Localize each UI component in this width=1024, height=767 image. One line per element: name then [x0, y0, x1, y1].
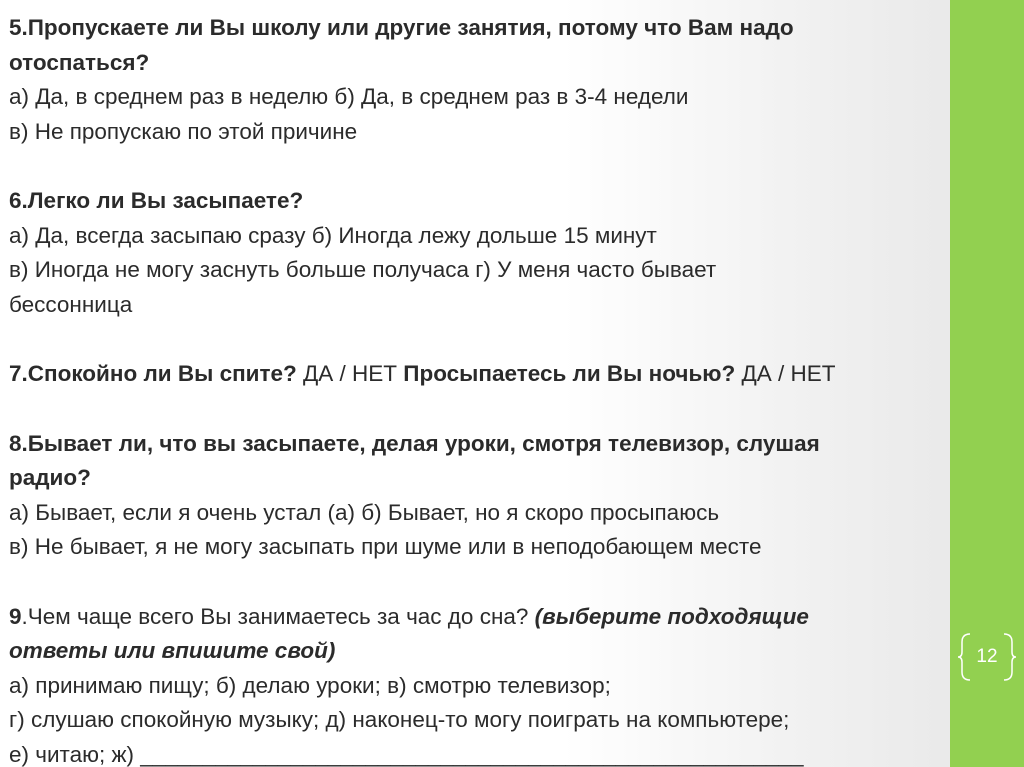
q7-question-a: 7.Спокойно ли Вы спите?: [9, 361, 297, 386]
q6-answer-line1: а) Да, всегда засыпаю сразу б) Иногда лежу дольше 15 минут: [9, 222, 657, 248]
spacer: [9, 149, 939, 184]
q5-title-line2: отоспаться?: [9, 49, 150, 75]
q7-question-b: Просыпаетесь ли Вы ночью?: [403, 361, 736, 386]
q9-hint-line2: ответы или впишите свой): [9, 638, 336, 663]
slide-number: 12: [976, 646, 998, 667]
q7-answer-b: ДА / НЕТ: [735, 361, 836, 386]
q9-number: 9: [9, 603, 22, 629]
spacer: [9, 392, 939, 427]
q5-title-line1: 5.Пропускаете ли Вы школу или другие занятия, потому что Вам надо: [9, 15, 794, 40]
q9-answer-line2: г) слушаю спокойную музыку; д) наконец-то могу поиграть на компьютере;: [9, 707, 790, 732]
slide-number-badge: [958, 628, 1016, 686]
q9-answer-line3: е) читаю; ж) _____________________________________________________: [9, 741, 804, 767]
q5-answer-line2: в) Не пропускаю по этой причине: [9, 118, 358, 144]
spacer: [9, 322, 939, 357]
q9-hint-line1: (выберите подходящие: [534, 603, 809, 629]
q5-answer-line1: а) Да, в среднем раз в неделю б) Да, в среднем раз в 3-4 недели: [9, 84, 689, 109]
q6-answer-line2: в) Иногда не могу заснуть больше получаса г) У меня часто бывает: [9, 257, 717, 282]
q6-answer-line3: бессонница: [9, 291, 133, 317]
q7-line: [9, 357, 939, 392]
q7-answer-a: ДА / НЕТ: [296, 361, 404, 386]
q8-answer-line2: в) Не бывает, я не могу засыпать при шуме или в неподобающем месте: [9, 534, 762, 559]
q9-title: .Чем чаще всего Вы занимаетесь за час до сна?: [21, 603, 535, 629]
questionnaire-text: [9, 11, 939, 767]
q9-answer-line1: а) принимаю пищу; б) делаю уроки; в) смотрю телевизор;: [9, 672, 611, 698]
spacer: [9, 565, 939, 600]
q9-title-line1: [9, 600, 939, 635]
q8-title-line1: 8.Бывает ли, что вы засыпаете, делая уроки, смотря телевизор, слушая: [9, 430, 820, 456]
q8-title-line2: радио?: [9, 465, 91, 490]
q6-title: 6.Легко ли Вы засыпаете?: [9, 188, 304, 213]
q8-answer-line1: а) Бывает, если я очень устал (а) б) Бывает, но я скоро просыпаюсь: [9, 499, 720, 525]
